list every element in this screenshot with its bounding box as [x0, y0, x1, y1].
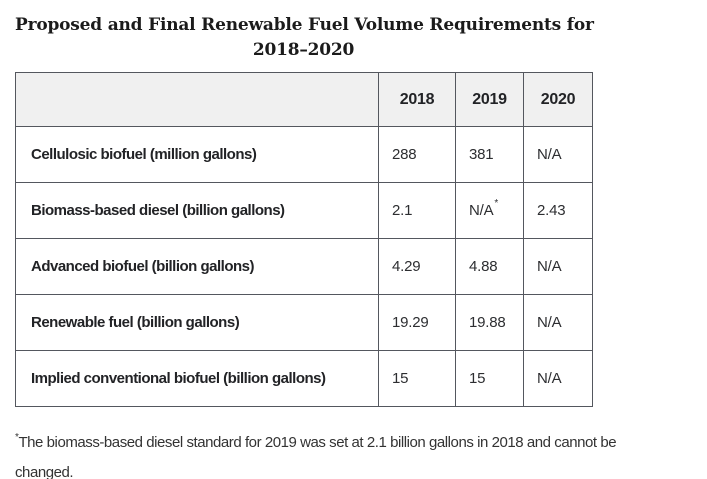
title-line-1: Proposed and Final Renewable Fuel Volume Requirements for [15, 15, 594, 35]
cell-value-2020: N/A [524, 239, 593, 295]
cell-value-2019: 4.88 [456, 239, 524, 295]
footnote [15, 428, 705, 479]
cell-value-2018: 19.29 [379, 295, 456, 351]
row-label: Cellulosic biofuel (million gallons) [16, 127, 379, 183]
table-row-implied-conventional-biofuel [16, 351, 593, 407]
cell-value-2020: N/A [524, 295, 593, 351]
cell-value-2018: 15 [379, 351, 456, 407]
footnote-line-2: changed. [15, 464, 74, 479]
cell-value-2018: 288 [379, 127, 456, 183]
footnote-line-1: The biomass-based diesel standard for 2019 was set at 2.1 billion gallons in 2018 and cannot be [18, 434, 617, 451]
title-line-2: 2018–2020 [252, 40, 355, 60]
cell-value-2019: 15 [456, 351, 524, 407]
cell-value-2019: 381 [456, 127, 524, 183]
table-row-biomass-based-diesel [16, 183, 593, 239]
table-row-cellulosic-biofuel [16, 127, 593, 183]
footnote-marker: * [15, 432, 19, 443]
footnote-asterisk-marker: * [494, 198, 499, 209]
table-row-advanced-biofuel [16, 239, 593, 295]
page-title [15, 13, 592, 63]
row-label: Implied conventional biofuel (billion gallons) [16, 351, 379, 407]
cell-value-2020: 2.43 [524, 183, 593, 239]
cell-value-2018: 2.1 [379, 183, 456, 239]
header-cell-2018: 2018 [379, 73, 456, 127]
header-cell-2020: 2020 [524, 73, 593, 127]
header-cell-empty [16, 73, 379, 127]
cell-value-2020: N/A [524, 351, 593, 407]
renewable-fuel-requirements-table [15, 72, 593, 407]
cell-value-text: N/A [469, 202, 494, 219]
cell-value-2019 [456, 183, 524, 239]
row-label: Biomass-based diesel (billion gallons) [16, 183, 379, 239]
cell-value-2019: 19.88 [456, 295, 524, 351]
header-row [16, 73, 593, 127]
cell-value-2018: 4.29 [379, 239, 456, 295]
row-label: Advanced biofuel (billion gallons) [16, 239, 379, 295]
header-cell-2019: 2019 [456, 73, 524, 127]
table-row-renewable-fuel [16, 295, 593, 351]
cell-value-2020: N/A [524, 127, 593, 183]
row-label: Renewable fuel (billion gallons) [16, 295, 379, 351]
